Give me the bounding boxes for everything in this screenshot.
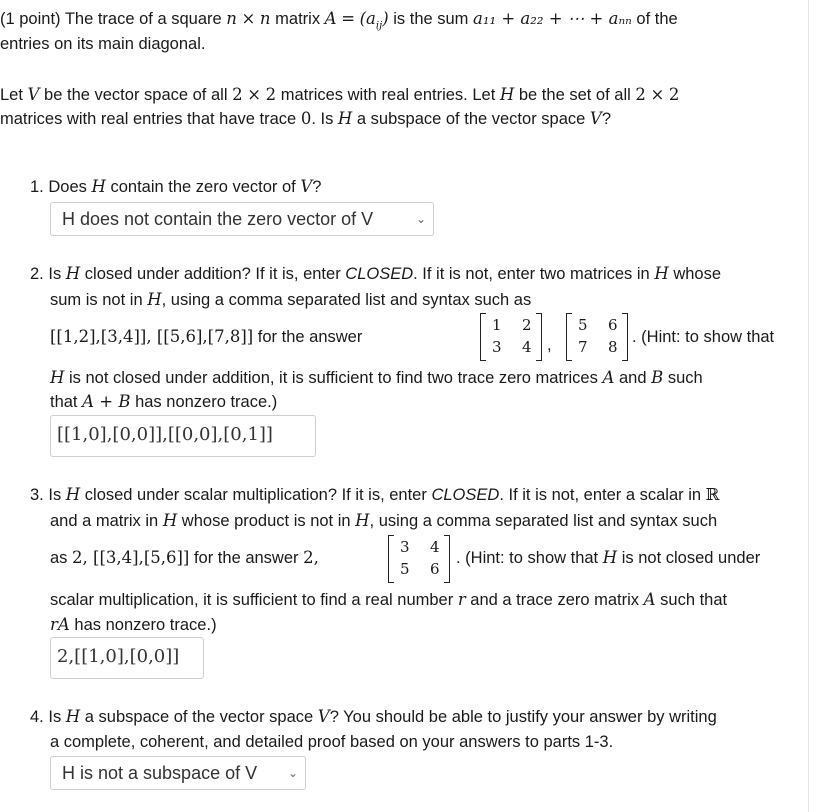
q4-line-1: 4. Is H a subspace of the vector space V? You should be able to justify your answer by writing [30, 707, 717, 726]
q2-line-5: that A + B has nonzero trace.) [50, 392, 278, 411]
setup-line-2: matrices with real entries that have trace 0. Is H a subspace of the vector space V? [0, 109, 611, 128]
q3-hint-start: . (Hint: to show that H is not closed under [456, 548, 761, 567]
setup-line-1: Let V be the vector space of all 2 × 2 matrices with real entries. Let H be the set of all 2 × 2 [0, 85, 680, 104]
intro-line-2: entries on its main diagonal. [0, 35, 206, 53]
q2-line-4: H is not closed under addition, it is sufficient to find two trace zero matrices A and B such [50, 368, 703, 387]
q2-hint-start: . (Hint: to show that [632, 328, 775, 346]
q3-answer-value: 2,[[1,0],[0,0]] [57, 646, 180, 667]
q2-line-3: [[1,2],[3,4]], [[5,6],[7,8]] for the answer [50, 327, 363, 346]
q4-line-2: a complete, coherent, and detailed proof based on your answers to parts 1-3. [50, 733, 614, 751]
chevron-down-icon: ⌄ [287, 766, 298, 780]
q2-matrix-comma: , [547, 336, 552, 354]
chevron-down-icon: ⌄ [415, 212, 426, 226]
q2-matrix-2: 5 6 7 8 [566, 313, 628, 361]
q2-line-1: 2. Is H closed under addition? If it is, enter CLOSED. If it is not, enter two matrices in H whose [30, 264, 722, 283]
q2-line-2: sum is not in H, using a comma separated list and syntax such as [50, 290, 532, 309]
q1-select-value: H does not contain the zero vector of V [62, 209, 374, 229]
page-edge-divider [808, 0, 809, 812]
q2-matrix-1: 1 2 3 4 [480, 313, 542, 361]
q3-line-3: as 2, [[3,4],[5,6]] for the answer 2, [50, 548, 319, 567]
q3-line-2: and a matrix in H whose product is not in H, using a comma separated list and syntax such [50, 511, 718, 530]
q3-matrix: 3 4 5 6 [388, 535, 450, 583]
q4-select-value: H is not a subspace of V [62, 763, 258, 783]
intro-line-1: (1 point) The trace of a square n × n matrix $A = (a_{ij})$ is the sum a₁₁ + a₂₂ + ⋯ + aₙₙ of the [0, 9, 678, 32]
q4-select[interactable] [50, 756, 306, 790]
q2-answer-value: [[1,0],[0,0]],[[0,0],[0,1]] [57, 424, 273, 445]
q1-text: 1. Does H contain the zero vector of V? [30, 177, 322, 196]
q3-line-4: scalar multiplication, it is sufficient to find a real number r and a trace zero matrix A such that [50, 590, 728, 609]
q3-answer-input[interactable] [50, 637, 204, 679]
q1-select[interactable] [50, 202, 434, 236]
q3-line-5: rA has nonzero trace.) [50, 615, 217, 634]
q2-answer-input[interactable] [50, 415, 316, 457]
q3-line-1: 3. Is H closed under scalar multiplication? If it is, enter CLOSED. If it is not, enter a scalar in ℝ [30, 485, 720, 504]
